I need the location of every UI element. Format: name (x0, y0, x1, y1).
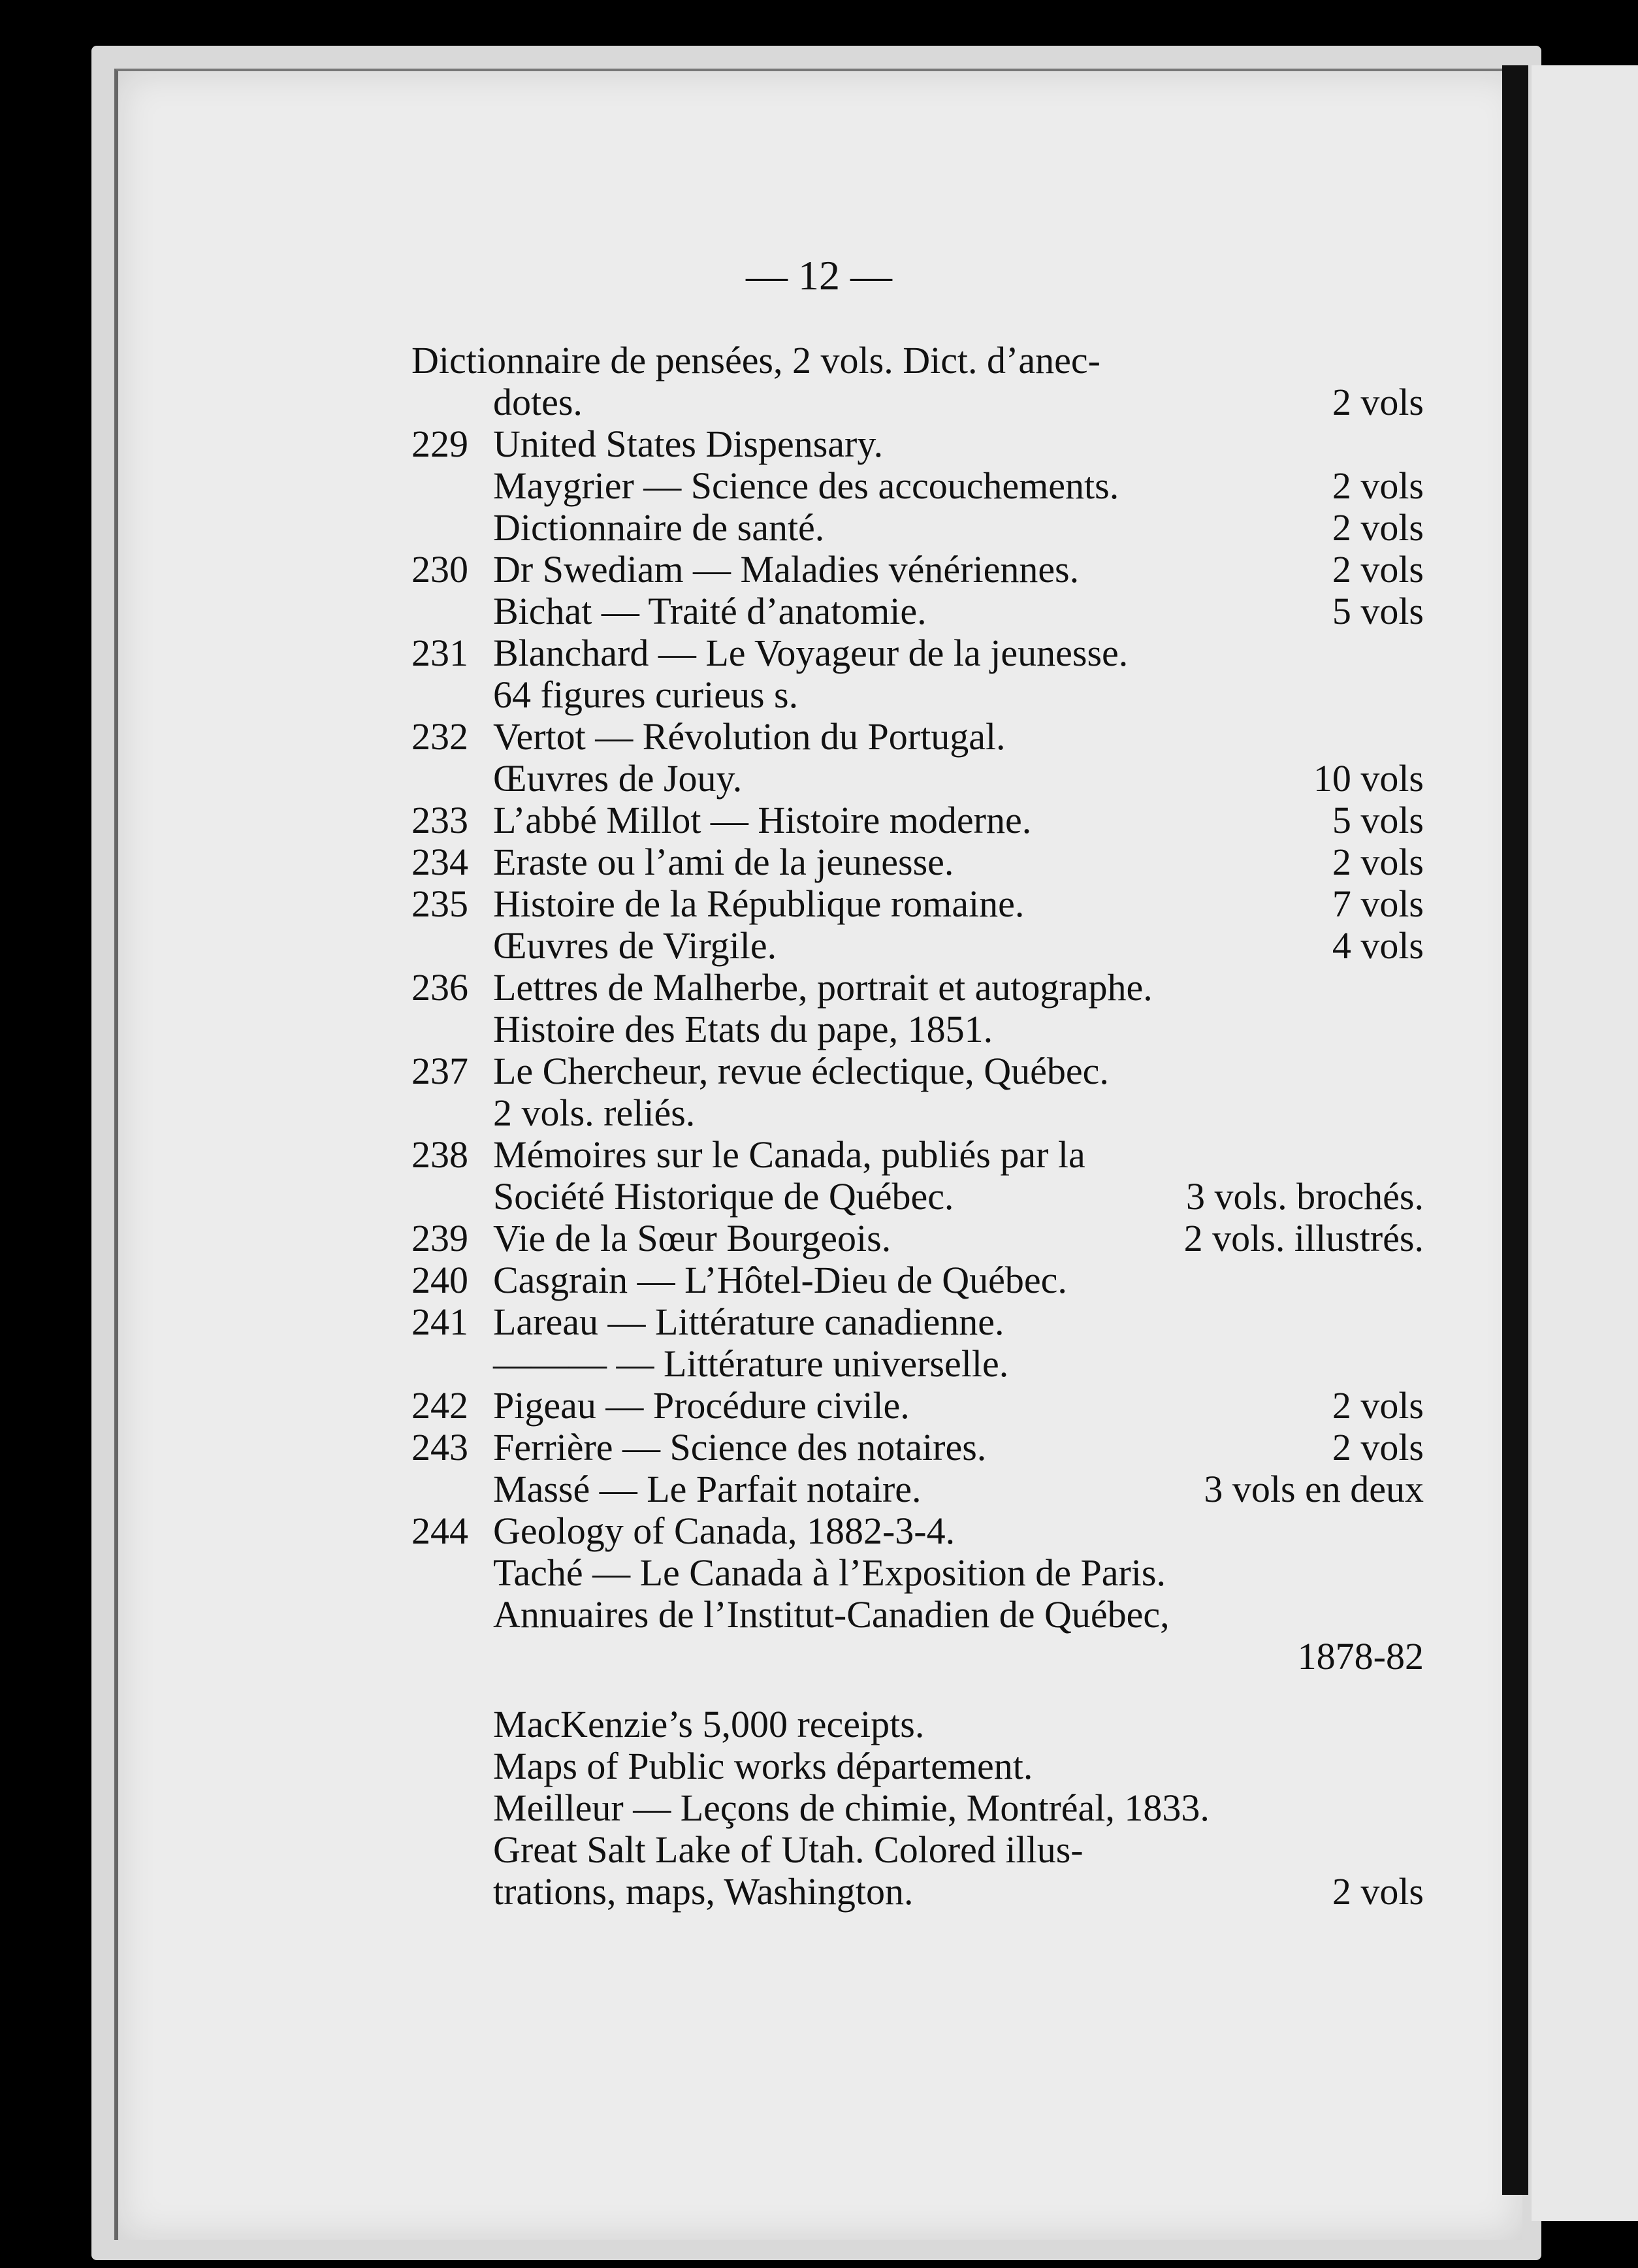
entry-title: Dictionnaire de santé. (493, 506, 825, 549)
entry-number: 229 (411, 423, 468, 465)
entry-title: 64 figures curieus s. (493, 673, 799, 716)
entry-title: Annuaires de l’Institut-Canadien de Québec, (493, 1593, 1170, 1636)
catalog-row (405, 674, 1424, 716)
entry-volumes: 2 vols (1332, 464, 1424, 507)
entry-volumes: 3 vols. brochés. (1185, 1175, 1424, 1218)
facing-page-edge (1532, 65, 1638, 2221)
catalog-row (405, 1176, 1424, 1218)
catalog-row (405, 1745, 1424, 1787)
entry-title: Mémoires sur le Canada, publiés par la (493, 1133, 1085, 1176)
catalog-row (405, 1092, 1424, 1134)
entry-title: Ferrière — Science des notaires. (493, 1426, 987, 1468)
entry-title: Pigeau — Procédure civile. (493, 1384, 910, 1427)
spacer (405, 1677, 1424, 1704)
entry-volumes: 2 vols. illustrés. (1183, 1217, 1424, 1259)
entry-title: Maygrier — Science des accouchements. (493, 464, 1119, 507)
catalog-row (405, 1218, 1424, 1259)
entry-title: 2 vols. reliés. (493, 1092, 696, 1134)
catalog-entries (405, 340, 1424, 1913)
catalog-row (405, 1636, 1424, 1677)
catalog-row (405, 632, 1424, 674)
entry-title: Lareau — Littérature canadienne. (493, 1301, 1004, 1343)
entry-volumes: 10 vols (1313, 757, 1424, 800)
catalog-row (405, 549, 1424, 591)
catalog-row (405, 465, 1424, 507)
catalog-row (405, 1871, 1424, 1913)
catalog-row (405, 1468, 1424, 1510)
catalog-row (405, 967, 1424, 1009)
catalog-row (405, 841, 1424, 883)
entry-title: Great Salt Lake of Utah. Colored illus- (493, 1828, 1084, 1871)
catalog-row (405, 340, 1424, 381)
catalog-row (405, 800, 1424, 841)
entry-title: Vertot — Révolution du Portugal. (493, 715, 1006, 758)
entry-title: Maps of Public works département. (493, 1745, 1033, 1787)
entry-number: 235 (411, 883, 468, 925)
entry-volumes: 5 vols (1332, 799, 1424, 841)
entry-number: 238 (411, 1133, 468, 1176)
catalog-row (405, 1343, 1424, 1385)
entry-number: 239 (411, 1217, 468, 1259)
entry-volumes: 2 vols (1332, 506, 1424, 549)
entry-number: 233 (411, 799, 468, 841)
catalog-row (405, 1427, 1424, 1468)
entry-number: 237 (411, 1050, 468, 1092)
catalog-row (405, 925, 1424, 967)
entry-volumes: 2 vols (1332, 841, 1424, 883)
entry-title: Œuvres de Virgile. (493, 924, 777, 967)
catalog-row (405, 1301, 1424, 1343)
catalog-row (405, 507, 1424, 549)
catalog-row (405, 758, 1424, 800)
entry-title: MacKenzie’s 5,000 receipts. (493, 1703, 925, 1745)
entry-volumes: 3 vols en deux (1204, 1468, 1424, 1510)
catalog-row (405, 1050, 1424, 1092)
entry-title: Histoire des Etats du pape, 1851. (493, 1008, 993, 1050)
catalog-row (405, 1594, 1424, 1636)
entry-title: Massé — Le Parfait notaire. (493, 1468, 922, 1510)
entry-volumes: 1878-82 (1297, 1635, 1424, 1677)
binding-shadow (1502, 65, 1528, 2195)
entry-title: Société Historique de Québec. (493, 1175, 954, 1218)
entry-title: Vie de la Sœur Bourgeois. (493, 1217, 891, 1259)
catalog-row (405, 716, 1424, 758)
catalog-row (405, 1829, 1424, 1871)
entry-title: dotes. (493, 381, 583, 423)
entry-title: Œuvres de Jouy. (493, 757, 743, 800)
entry-volumes: 2 vols (1332, 1870, 1424, 1913)
entry-number: 244 (411, 1510, 468, 1552)
catalog-row (405, 1510, 1424, 1552)
catalog-row (405, 591, 1424, 632)
entry-number: 240 (411, 1259, 468, 1301)
entry-title: ——— — Littérature universelle. (493, 1342, 1009, 1385)
catalog-row (405, 1385, 1424, 1427)
entry-title: L’abbé Millot — Histoire moderne. (493, 799, 1032, 841)
entry-title: trations, maps, Washington. (493, 1870, 914, 1913)
catalog-row (405, 423, 1424, 465)
catalog-row (405, 1704, 1424, 1745)
entry-volumes: 4 vols (1332, 924, 1424, 967)
entry-number: 230 (411, 548, 468, 591)
catalog-row (405, 1552, 1424, 1594)
entry-title: Eraste ou l’ami de la jeunesse. (493, 841, 954, 883)
page-number: — 12 — (746, 252, 892, 299)
entry-number: 236 (411, 966, 468, 1009)
entry-volumes: 2 vols (1332, 548, 1424, 591)
catalog-row (405, 1259, 1424, 1301)
entry-title: Geology of Canada, 1882-3-4. (493, 1510, 956, 1552)
entry-title: Lettres de Malherbe, portrait et autographe. (493, 966, 1153, 1009)
entry-volumes: 5 vols (1332, 590, 1424, 632)
entry-volumes: 2 vols (1332, 1426, 1424, 1468)
entry-title: United States Dispensary. (493, 423, 884, 465)
entry-title: Bichat — Traité d’anatomie. (493, 590, 927, 632)
entry-title: Casgrain — L’Hôtel-Dieu de Québec. (493, 1259, 1067, 1301)
entry-title: Meilleur — Leçons de chimie, Montréal, 1833. (493, 1787, 1210, 1829)
entry-title: Taché — Le Canada à l’Exposition de Paris. (493, 1551, 1166, 1594)
catalog-row (405, 1009, 1424, 1050)
entry-title: Dictionnaire de pensées, 2 vols. Dict. d’anec- (411, 339, 1100, 381)
entry-number: 242 (411, 1384, 468, 1427)
entry-number: 234 (411, 841, 468, 883)
catalog-row (405, 381, 1424, 423)
entry-volumes: 2 vols (1332, 381, 1424, 423)
entry-title: Le Chercheur, revue éclectique, Québec. (493, 1050, 1109, 1092)
entry-number: 243 (411, 1426, 468, 1468)
entry-title: Histoire de la République romaine. (493, 883, 1025, 925)
entry-volumes: 7 vols (1332, 883, 1424, 925)
catalog-row (405, 883, 1424, 925)
entry-volumes: 2 vols (1332, 1384, 1424, 1427)
entry-number: 241 (411, 1301, 468, 1343)
entry-title: Blanchard — Le Voyageur de la jeunesse. (493, 632, 1129, 674)
entry-title: Dr Swediam — Maladies vénériennes. (493, 548, 1080, 591)
entry-number: 232 (411, 715, 468, 758)
catalog-row (405, 1134, 1424, 1176)
catalog-row (405, 1787, 1424, 1829)
entry-number: 231 (411, 632, 468, 674)
